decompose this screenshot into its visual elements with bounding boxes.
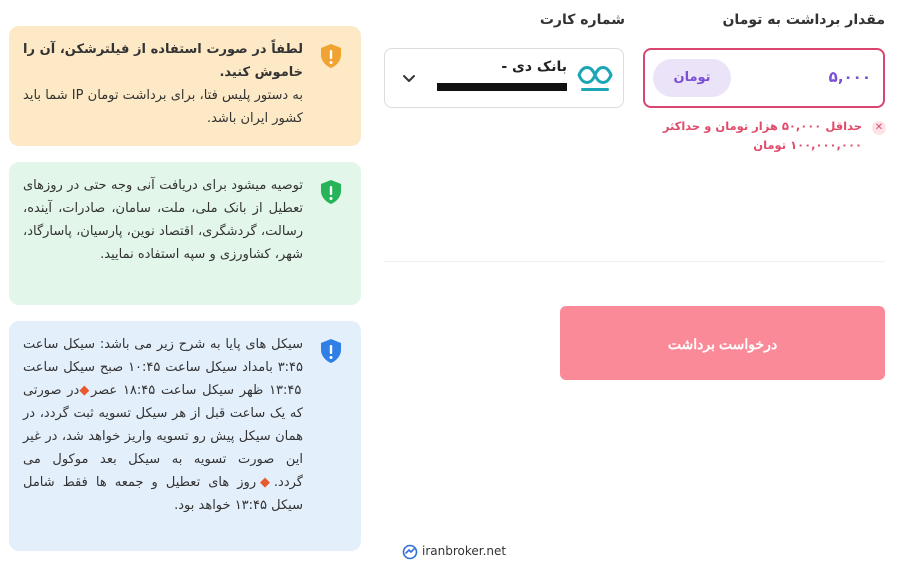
holiday-cycle-text: روز های تعطیل و جمعه ها فقط شامل سیکل ۱۳:۴۵ خواهد بود.	[23, 475, 303, 513]
watermark-text: iranbroker.net	[422, 544, 507, 558]
shield-info-icon	[319, 338, 343, 364]
close-icon: ✕	[872, 121, 886, 135]
shield-warning-icon	[319, 43, 343, 69]
warning-body: به دستور پلیس فتا، برای برداشت تومان IP شما باید کشور ایران باشد.	[23, 88, 304, 126]
bank-name: بانک دی -	[501, 59, 567, 75]
divider	[384, 261, 885, 262]
bank-recommendation-notice	[9, 162, 361, 305]
watermark-logo-icon	[402, 544, 418, 560]
amount-label: مقدار برداشت به تومان	[722, 12, 885, 28]
error-text: حداقل ۵۰,۰۰۰ هزار تومان و حداکثر ۱۰۰,۰۰۰,۰۰۰ تومان	[662, 119, 862, 152]
card-label: شماره کارت	[539, 12, 625, 28]
shield-check-icon	[319, 179, 343, 205]
diamond-bullet-icon: ◆	[256, 475, 274, 490]
cycle-rule-text: در صورتی که یک ساعت قبل از هر سیکل تسویه ثبت گردد، در همان سیکل پیش رو تسویه واریز خواهد شد، در غیر این صورت تسویه به سیکل بعد موکول می گردد.	[23, 383, 303, 490]
bank-day-logo-icon	[575, 61, 615, 95]
amount-input[interactable]	[643, 48, 885, 108]
card-select[interactable]	[384, 48, 624, 108]
settlement-cycle-notice	[9, 321, 361, 551]
amount-value[interactable]: ۵,۰۰۰	[828, 68, 871, 86]
currency-unit-badge: تومان	[653, 59, 731, 97]
watermark	[402, 543, 522, 561]
amount-error-message	[650, 117, 886, 155]
vpn-warning-notice	[9, 26, 361, 146]
chevron-down-icon[interactable]	[399, 68, 419, 88]
masked-card-number	[437, 83, 567, 91]
withdraw-request-button[interactable]: درخواست برداشت	[560, 306, 885, 380]
cycle-schedule-text: سیکل های پایا به شرح زیر می باشد: سیکل ساعت ۳:۴۵ بامداد سیکل ساعت ۱۰:۴۵ صبح سیکل ساعت ۱۳:۴۵ ظهر سیکل ساعت ۱۸:۴۵ عصر	[23, 337, 304, 398]
warning-title: لطفاً در صورت استفاده از فیلترشکن، آن را خاموش کنید.	[23, 42, 303, 80]
diamond-bullet-icon: ◆	[79, 383, 91, 398]
recommendation-body: توصیه میشود برای دریافت آنی وجه حتی در روزهای تعطیل از بانک ملی، ملت، سامان، صادرات، آینده، رسالت، گردشگری، اقتصاد نوین، پارسیان، پاسارگاد، شهر، کشاورزی و سپه استفاده نمایید.	[23, 178, 303, 262]
